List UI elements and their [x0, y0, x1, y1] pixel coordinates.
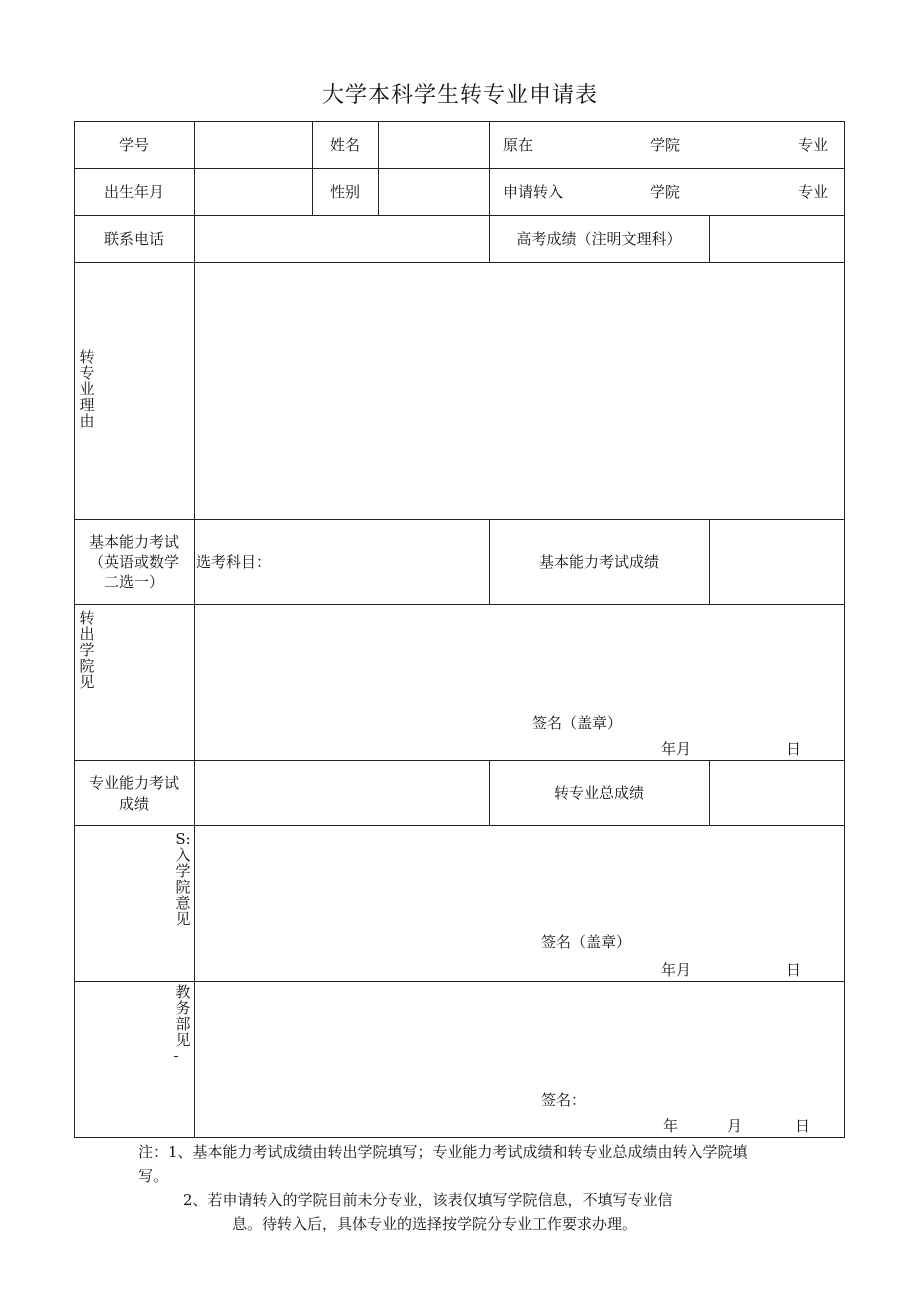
transfer-reason-label: 转专业理由: [79, 348, 95, 430]
total-score-label: 转专业总成绩: [553, 784, 644, 802]
note-1-line2: 写。: [138, 1167, 169, 1185]
row-divider: [74, 168, 845, 169]
row-divider: [74, 825, 845, 826]
table-border-left: [74, 121, 75, 1138]
in-college-year-month: 年月: [661, 961, 692, 979]
table-border-bottom: [74, 1137, 845, 1138]
stray-mark: [174, 1056, 178, 1057]
row-divider: [74, 519, 845, 520]
column-divider: [709, 519, 710, 604]
phone-label: 联系电话: [103, 230, 164, 248]
row-divider: [74, 760, 845, 761]
in-college-signature-label: 签名（盖章）: [541, 933, 632, 951]
original-college-label: 原在: [503, 136, 534, 154]
column-divider: [378, 121, 379, 215]
in-college-day: 日: [786, 961, 802, 979]
academic-affairs-opinion-label: 教务部见: [175, 983, 191, 1049]
out-college-day: 日: [786, 740, 802, 758]
row-divider: [74, 262, 845, 263]
in-college-opinion-label: S:入学院意见: [175, 830, 191, 928]
out-college-opinion-label: 转出学院见: [79, 609, 95, 691]
name-label: 姓名: [329, 136, 360, 154]
table-border-right: [844, 121, 845, 1138]
basic-exam-score-label: 基本能力考试成绩: [538, 553, 659, 571]
pro-exam-label-line2: 成绩: [118, 795, 149, 813]
selected-subject-label: 选考科目：: [196, 553, 272, 571]
academic-day: 日: [795, 1117, 811, 1135]
column-divider: [194, 121, 195, 1138]
form-title: 大学本科学生转专业申请表: [321, 83, 598, 108]
row-divider: [74, 604, 845, 605]
academic-year: 年: [663, 1117, 679, 1135]
academic-signature-label: 签名：: [541, 1091, 587, 1109]
out-college-year-month: 年月: [661, 740, 692, 758]
major-label: 专业: [798, 136, 829, 154]
birth-date-label: 出生年月: [103, 183, 164, 201]
college-label: 学院: [650, 136, 681, 154]
pro-exam-label-line1: 专业能力考试: [88, 774, 179, 792]
application-form-table: [74, 121, 845, 1138]
apply-transfer-label: 申请转入: [503, 183, 564, 201]
out-college-signature-label: 签名（盖章）: [532, 714, 623, 732]
table-border-top: [74, 121, 845, 122]
gender-label: 性别: [329, 183, 360, 201]
note-2-line2: 息。待转入后，具体专业的选择按学院分专业工作要求办理。: [232, 1215, 638, 1233]
basic-exam-label-line2: （英语或数学: [88, 553, 179, 571]
major-label: 专业: [798, 183, 829, 201]
column-divider: [709, 760, 710, 825]
basic-exam-label-line3: 二选一）: [103, 573, 164, 591]
college-label: 学院: [650, 183, 681, 201]
academic-month: 月: [727, 1117, 743, 1135]
note-1-line1: 注：1、基本能力考试成绩由转出学院填写；专业能力考试成绩和转专业总成绩由转入学院填: [138, 1143, 748, 1161]
basic-exam-label-line1: 基本能力考试: [88, 533, 179, 551]
row-divider: [74, 215, 845, 216]
student-id-label: 学号: [118, 136, 149, 154]
column-divider: [709, 215, 710, 262]
note-2-line1: 2、若申请转入的学院目前未分专业，该表仅填写学院信息，不填写专业信: [183, 1191, 673, 1209]
row-divider: [74, 981, 845, 982]
gaokao-score-label: 高考成绩（注明文理科）: [516, 230, 682, 248]
